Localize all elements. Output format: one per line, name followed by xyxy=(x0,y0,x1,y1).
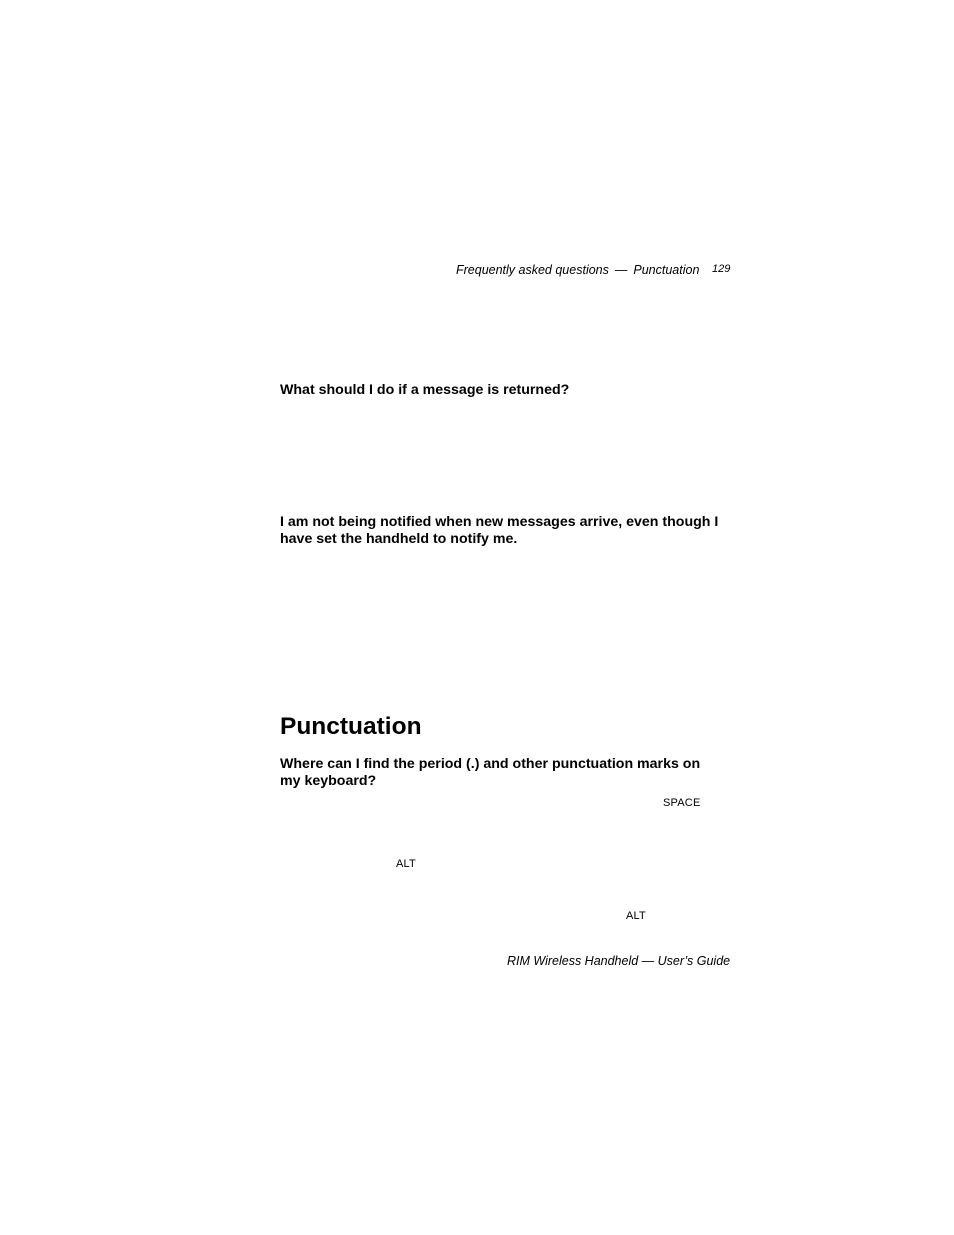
faq-question-returned-message: What should I do if a message is returned? xyxy=(280,382,570,398)
faq-question-punctuation: Where can I find the period (.) and other punctuation marks on my keyboard? xyxy=(280,756,701,789)
section-title: Punctuation xyxy=(280,713,422,740)
space-key-label: SPACE xyxy=(663,797,701,809)
header-section: Punctuation xyxy=(633,263,700,277)
alt-key-label: ALT xyxy=(396,858,416,870)
faq-question-notification: I am not being notified when new messages arrive, even though I have set the handheld to notify me. xyxy=(280,514,719,547)
header-chapter: Frequently asked questions xyxy=(456,263,609,277)
page-number: 129 xyxy=(712,263,731,275)
running-header xyxy=(456,263,699,277)
header-separator: — xyxy=(614,263,628,277)
page-footer: RIM Wireless Handheld — User’s Guide xyxy=(507,954,731,968)
alt-key-label-2: ALT xyxy=(626,910,646,922)
